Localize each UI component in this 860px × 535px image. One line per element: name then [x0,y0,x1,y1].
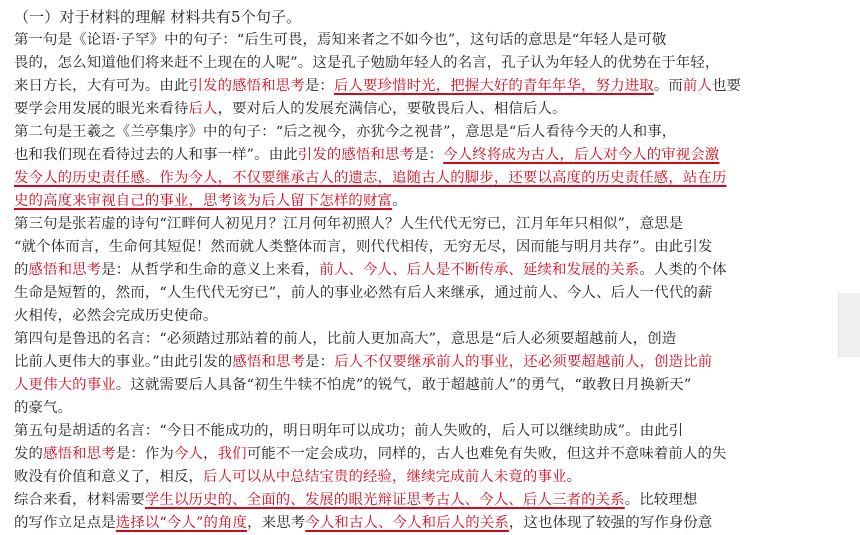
text-span: 畏的，怎么知道他们将来赶不上现在的人呢”。这是孔子勉励年轻人的名言，孔子认为年轻人的优势在于年轻， [14,55,720,71]
text-line [14,374,846,397]
highlighted-text: 今人 [173,446,204,462]
text-span: 火相传，必然会完成历史使命。 [14,308,218,324]
text-line [14,52,846,75]
text-line [14,167,846,190]
highlighted-text: 感悟和思考 [43,446,116,462]
highlighted-text: 引发的感悟和思考 [188,78,305,94]
text-line [14,259,846,282]
text-line [14,29,846,52]
text-span: 发的 [14,446,44,462]
highlighted-text: 感悟和思考 [28,262,102,278]
text-line [14,328,846,351]
text-span: 是： [304,78,334,94]
highlighted-text: 学生以历史的、全面的、发展的眼光辩证思考古人、今人、后人三者的关系 [144,492,625,508]
text-span: 第二句是王羲之《兰亭集序》中的句子：“后之视今，亦犹今之视昔”，意思是“后人看待今天的人和事， [14,124,677,140]
text-span: 来日方长，大有可为。由此 [14,78,189,94]
highlighted-text: 引发的感悟和思考 [297,147,415,163]
side-scroll-tab [838,293,860,357]
text-span: 的豪气。 [14,400,73,416]
highlighted-text: 后人 [188,101,218,117]
text-span: ，这也体现了较强的写作身份意 [508,515,713,531]
text-span: ， [203,446,218,462]
text-line [14,305,846,328]
highlighted-text: 选择以“今人”的角度 [115,515,248,531]
text-line [14,466,846,489]
highlighted-text: 后人不仅要继承前人的事业，还必须要超越前人，创造比前 [334,354,713,370]
text-span: 第五句是胡适的名言：“今日不能成功的，明日明年可以成功；前人失败的，后人可以继续助成”。由此引 [14,423,684,439]
text-span: 的 [14,262,29,278]
text-line [14,98,846,121]
text-span: 比前人更伟大的事业。”由此引发的 [14,354,233,370]
highlighted-text: 前人 [682,78,713,94]
text-span: ，来思考 [247,515,306,531]
text-span: 第一句是《论语·子罕》中的句子：“后生可畏，焉知来者之不如今也”，这句话的意思是“年轻人是可敬 [14,32,667,48]
text-line [14,443,846,466]
text-span: 也和我们现在看待过去的人和事一样”。由此 [14,147,298,163]
highlighted-text: 感悟和思考 [232,354,306,370]
text-span: ，要对后人的发展充满信心，要敬畏后人、相信后人。 [217,101,567,117]
text-line [14,397,846,420]
text-span: （一）对于材料的理解 材料共有5个句子。 [14,8,302,26]
text-span: 生命是短暂的，然而，“人生代代无穷已”，前人的事业必然有后人来继承，通过前人、今人、后人一代代的薪 [14,285,713,301]
text-span: 也要 [712,78,742,94]
text-line [14,420,846,443]
text-span: 败没有价值和意义了，相反， [14,469,204,485]
text-span: 。比较理想 [624,492,698,508]
text-span: 综合来看，材料需要 [14,492,145,508]
text-span: 。 [566,469,582,485]
highlighted-text: 后人要珍惜时光，把握大好的青年年华，努力进取 [333,78,654,94]
text-span: 可能不一定会成功，同样的，古人也难免有失败，但这并不意味着前人的失 [246,446,727,462]
text-span: 的写作立足点是 [14,515,116,531]
text-line [14,236,846,259]
highlighted-text: 我们 [217,446,247,462]
text-span: 。这就需要后人具备“初生牛犊不怕虎”的锐气，敢于超越前人”的勇气，“敢教日月换新天” [115,377,692,393]
highlighted-text: 史的高度来审视自己的事业，思考该为后人留下怎样的财富 [14,193,393,209]
text-line [14,213,846,236]
text-line [14,351,846,374]
highlighted-text: 发今人的历史责任感。作为今人，不仅要继承古人的遗志，追随古人的脚步，还要以高度的历史责任感，站在历 [14,170,727,186]
highlighted-text: 前人、今人、后人是不断传承、延续和发展的关系 [319,262,640,278]
section-heading [14,6,846,29]
text-span: 。 [392,193,407,209]
highlighted-text: 今人和古人、今人和后人的关系 [305,515,509,531]
text-span: 是：从哲学和生命的意义上来看， [101,262,320,278]
highlighted-text: 人更伟大的事业 [14,377,116,393]
text-line [14,512,846,535]
text-span: 第三句是张若虚的诗句“江畔何人初见月？江月何年初照人？人生代代无穷已，江月年年只相似”，意思是 [14,216,684,232]
text-line [14,121,846,144]
text-line [14,282,846,305]
text-span: 。而 [653,78,683,94]
text-span: 要学会用发展的眼光来看待 [14,101,189,117]
highlighted-text: 后人可以从中总结宝贵的经验，继续完成前人未竟的事业 [203,469,567,485]
highlighted-text: 今人终将成为古人，后人对今人的审视会激 [443,147,720,163]
text-span: 第四句是鲁迅的名言：“必须踏过那站着的前人，比前人更加高大”，意思是“后人必须要超越前人，创造 [14,331,677,347]
text-span: 是： [414,147,444,163]
text-span: 是：作为 [115,446,174,462]
text-line [14,190,846,213]
text-line [14,489,846,512]
text-line [14,144,846,167]
text-span: 是： [305,354,335,370]
text-line [14,75,846,98]
text-span: 。人类的个体 [639,262,727,278]
text-span: “就个体而言，生命何其短促！然而就人类整体而言，则代代相传，无穷无尽，因而能与明月共存”。由此引发 [14,239,713,255]
